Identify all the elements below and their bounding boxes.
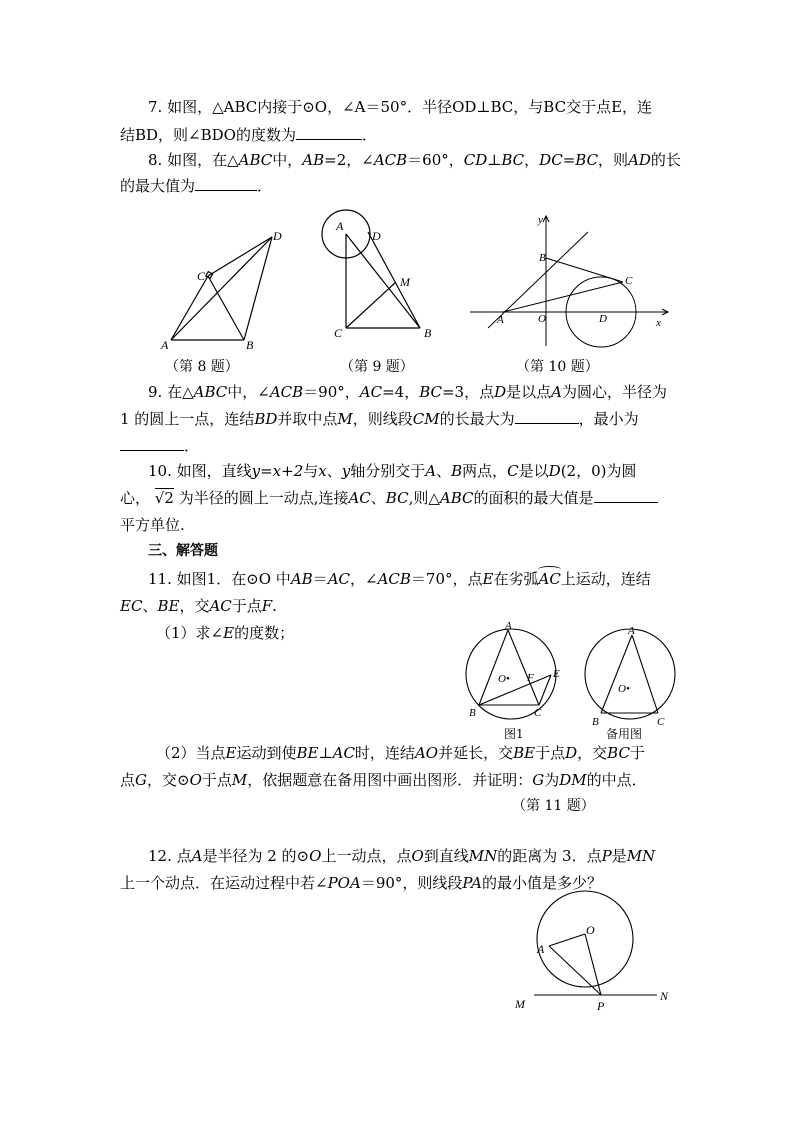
fig12-label-a: A [537, 942, 545, 956]
q10-line3 [120, 514, 185, 536]
q10-t: 心， [120, 489, 151, 507]
q10-t: 10. 如图，直线 [148, 462, 252, 480]
q11-t: AC [327, 570, 350, 588]
q12-t: O [309, 847, 322, 865]
q8-t: ACB [373, 151, 408, 169]
q11-t: DM [559, 771, 587, 789]
q9-t: A [551, 383, 562, 401]
q11-t: G [532, 771, 545, 789]
fig10-label-x: x [656, 317, 661, 329]
q9-t: =4， [382, 383, 420, 401]
q11-t: D [565, 744, 578, 762]
q10-t: 的面积的最大值是 [473, 489, 594, 507]
q9-t: 1 的圆上一点，连结 [120, 410, 255, 428]
q9-max-blank [515, 409, 579, 424]
q11-t: （2）当点 [156, 744, 226, 762]
q12-t: 上一动点，点 [321, 847, 412, 865]
q9-t: BD [254, 410, 278, 428]
q7-line1 [148, 96, 652, 118]
fig10-label-y: y [538, 214, 543, 226]
q12-line1 [148, 845, 655, 867]
q11-t: ＝70°，点 [410, 570, 483, 588]
fig9-label-a: A [336, 219, 344, 233]
q10-t: 为半径的圆上一动点,连接 [178, 489, 349, 507]
q9-t: ． [184, 437, 200, 455]
q11-t: 的度数； [234, 624, 295, 642]
q10-t: BC [385, 489, 409, 507]
q8-answer-blank [195, 176, 257, 191]
q10-t: B [451, 462, 463, 480]
q11-t: 的中点． [586, 771, 647, 789]
fig12-label-m: M [515, 997, 525, 1011]
fig11-label-a: A [505, 620, 512, 632]
q12-t: MN [626, 847, 656, 865]
q11-t: F [261, 597, 273, 615]
q9-t: D [494, 383, 507, 401]
fig9-label-b: B [424, 326, 432, 340]
fig10-label-b: B [539, 252, 546, 264]
q9-t: 9. 在△ [148, 383, 194, 401]
q9-line1 [148, 381, 667, 403]
q9-t: =3，点 [441, 383, 495, 401]
q9-t: 是以点 [506, 383, 552, 401]
q8-t: ⊥ [487, 151, 502, 169]
q10-line2: 心， √2 为半径的圆上一动点,连接AC、BC,则△ABC的面积的最大值是 [120, 487, 658, 509]
q11-sub2 [156, 742, 645, 764]
fig8-caption: （第 8 题） [165, 359, 239, 375]
q11-t: ，∠ [350, 570, 378, 588]
q10-t: 、 [370, 489, 386, 507]
q7-answer-blank [296, 125, 362, 140]
q11-t: E [482, 570, 494, 588]
q11-t: ＝ [312, 570, 328, 588]
q11-t: （1）求∠ [156, 624, 224, 642]
q11-t: E [223, 624, 235, 642]
q10-answer-blank [594, 488, 658, 503]
q9-t: ，最小为 [578, 410, 639, 428]
q11-t: 于点 [231, 597, 262, 615]
fig8-lines [171, 237, 272, 340]
q9-t: 并取中点 [277, 410, 338, 428]
q12-t: A [191, 847, 203, 865]
fig11b-label-b: B [592, 716, 599, 728]
q10-t: A [425, 462, 437, 480]
q8-t: ＝60°， [407, 151, 464, 169]
q7-text2: 结BD，则∠BDO的度数为 [120, 126, 296, 144]
q11-t: AB [290, 570, 313, 588]
q12-t: POA [327, 874, 361, 892]
q10-t: (2，0)为圆 [560, 462, 637, 480]
q9-line2 [120, 408, 639, 430]
q12-line2 [120, 872, 602, 894]
q11-t: BE [157, 597, 180, 615]
fig9-label-d: D [372, 229, 381, 243]
q11-t: 时，连结 [354, 744, 415, 762]
q9-t: ABC [193, 383, 228, 401]
fig11-label-b: B [469, 707, 476, 719]
q10-t: 平方单位. [120, 516, 185, 534]
fig9-label-m: M [400, 275, 410, 289]
fig10-label-o: O [538, 313, 546, 325]
q12-t: ＝90°，则线段 [360, 874, 463, 892]
q10-t: D [548, 462, 561, 480]
q11-t: 于 [629, 744, 645, 762]
fig10-label-a: A [497, 314, 504, 326]
q7-text1: 7. 如图，△ABC内接于⊙O，∠A＝50°．半径OD⊥BC，与BC交于点E，连 [148, 98, 653, 116]
q9-t: M [337, 410, 353, 428]
q8-t: ，则 [598, 151, 629, 169]
q11-t: 11. 如图1．在⊙O 中 [148, 570, 291, 588]
fig12-label-o: O [586, 923, 595, 937]
q8-t: =2，∠ [324, 151, 374, 169]
fig12-lines [534, 891, 657, 995]
q12-t: 12. 点 [148, 847, 192, 865]
q11-t: G [135, 771, 147, 789]
q11-t: 、 [142, 597, 158, 615]
q11-caption: （第 11 题） [512, 798, 595, 814]
fig8-label-d: D [273, 229, 282, 243]
q11-t: E [225, 744, 237, 762]
q11-arc-text: AC [538, 570, 561, 588]
q11-line4 [120, 769, 647, 791]
q10-t: 与 [303, 462, 319, 480]
fig12-label-p: P [597, 999, 605, 1013]
q8-t: CD [463, 151, 488, 169]
q11-arc [538, 570, 560, 588]
q12-t: PA [462, 874, 482, 892]
q12-t: P [601, 847, 612, 865]
q11-t: 于点 [535, 744, 566, 762]
q8-t: ABC [238, 151, 273, 169]
q10-sqrt: 2 [164, 489, 174, 507]
q10-t: C [507, 462, 519, 480]
q11-t: M [231, 771, 248, 789]
q12-t: 上一个动点．在运动过程中若∠ [120, 874, 328, 892]
q11-t: AO [414, 744, 439, 762]
fig11-label-e: E [553, 668, 560, 680]
q11-t: 运动到使 [236, 744, 297, 762]
fig11-spare-lines [585, 629, 675, 719]
fig8-label-a: A [161, 338, 169, 352]
q10-t: AC [348, 489, 371, 507]
q12-t: 的距离为 3．点 [497, 847, 602, 865]
q10-t: 轴分别交于 [350, 462, 426, 480]
q8-t: 的长 [650, 151, 681, 169]
q11-t: BC [607, 744, 630, 762]
q9-t: BC [419, 383, 442, 401]
fig11-label-f: F [527, 672, 534, 684]
q11-t: ，交⊙ [147, 771, 190, 789]
q11-t: AC [332, 744, 355, 762]
q11-t: ，交 [577, 744, 608, 762]
q9-min-blank [120, 436, 184, 451]
q11-line1 [148, 568, 651, 590]
fig8-label-b: B [246, 338, 254, 352]
q12-t: MN [468, 847, 498, 865]
q12-t: 到直线 [423, 847, 469, 865]
fig9-lines [322, 210, 420, 328]
q11-t: 并延长，交 [438, 744, 514, 762]
q8-t: DC [539, 151, 563, 169]
fig11-label-c: C [534, 707, 542, 719]
q10-t: 是以 [518, 462, 549, 480]
q8-t: 8. 如图，在△ [148, 151, 239, 169]
q8-t: BC [575, 151, 599, 169]
fig11b-label-a: A [628, 625, 635, 637]
fig10-label-d: D [599, 313, 607, 325]
q7-line2: 结BD，则∠BDO的度数为 ． [120, 126, 377, 144]
q11-t: ，依据题意在备用图中画出图形．并证明： [247, 771, 533, 789]
fig10-label-c: C [625, 275, 633, 287]
fig11-caption-1: 图1 [504, 727, 524, 741]
q11-t: ，交 [179, 597, 210, 615]
q10-t: 两点， [462, 462, 508, 480]
q11-t: AC [209, 597, 232, 615]
q11-t: 上运动，连结 [560, 570, 651, 588]
q9-t: AC [359, 383, 383, 401]
q8-line1 [148, 149, 681, 171]
q8-t: 的最大值为 [120, 177, 196, 195]
q10-t: 、 [326, 462, 342, 480]
q11-t: 在劣弧 [493, 570, 539, 588]
q11-t: 为 [544, 771, 560, 789]
q9-t: 中，∠ [227, 383, 270, 401]
q9-t: CM [412, 410, 440, 428]
q12-t: O [411, 847, 424, 865]
fig12-label-n: N [660, 989, 669, 1003]
q11-line2 [120, 595, 277, 617]
q11-t: 于点 [201, 771, 232, 789]
q11-t: EC [120, 597, 143, 615]
fig11-label-o: O• [498, 673, 510, 685]
q11-t: 点 [120, 771, 136, 789]
q8-t: 中， [272, 151, 303, 169]
q9-t: 为圆心，半径为 [562, 383, 668, 401]
q8-t: AB [302, 151, 325, 169]
fig8-label-c: C [197, 269, 206, 283]
q10-t: y [341, 462, 351, 480]
q9-line3 [120, 435, 199, 457]
fig9-caption: （第 9 题） [340, 359, 414, 375]
q11-t: O [189, 771, 202, 789]
q10-t: y=x+2 [251, 462, 304, 480]
q10-t: ,则△ [408, 489, 440, 507]
q12-t: 是 [611, 847, 627, 865]
q8-t: AD [628, 151, 651, 169]
q12-t: 是半径为 2 的⊙ [202, 847, 310, 865]
q9-t: ACB [269, 383, 304, 401]
q11-t: ACB [377, 570, 411, 588]
fig10-caption: （第 10 题） [516, 359, 599, 375]
fig11b-label-c: C [657, 716, 665, 728]
fig9-label-c: C [334, 326, 343, 340]
q10-t: ABC [439, 489, 474, 507]
q12-t: 的最小值是多少？ [481, 874, 602, 892]
q11-sub1 [156, 622, 294, 644]
q8-t: BC [501, 151, 525, 169]
q8-t: = [562, 151, 576, 169]
q8-line2: 的最大值为 ． [120, 177, 273, 195]
q10-line1 [148, 460, 636, 482]
fig11-caption-spare: 备用图 [606, 727, 643, 741]
fig10-lines [470, 216, 668, 347]
section-heading: 三、解答题 [148, 543, 218, 559]
q9-t: ＝90°， [303, 383, 360, 401]
q11-t: ⊥ [318, 744, 333, 762]
q11-t: BE [513, 744, 536, 762]
q10-t: x [318, 462, 327, 480]
q9-t: ，则线段 [352, 410, 413, 428]
fig11-main-lines [466, 629, 556, 719]
fig11b-label-o: O• [618, 683, 630, 695]
q11-t: BE [296, 744, 319, 762]
q11-t: . [272, 597, 277, 615]
q8-t: ， [524, 151, 540, 169]
q10-t: 、 [436, 462, 452, 480]
q9-t: 的长最大为 [439, 410, 515, 428]
